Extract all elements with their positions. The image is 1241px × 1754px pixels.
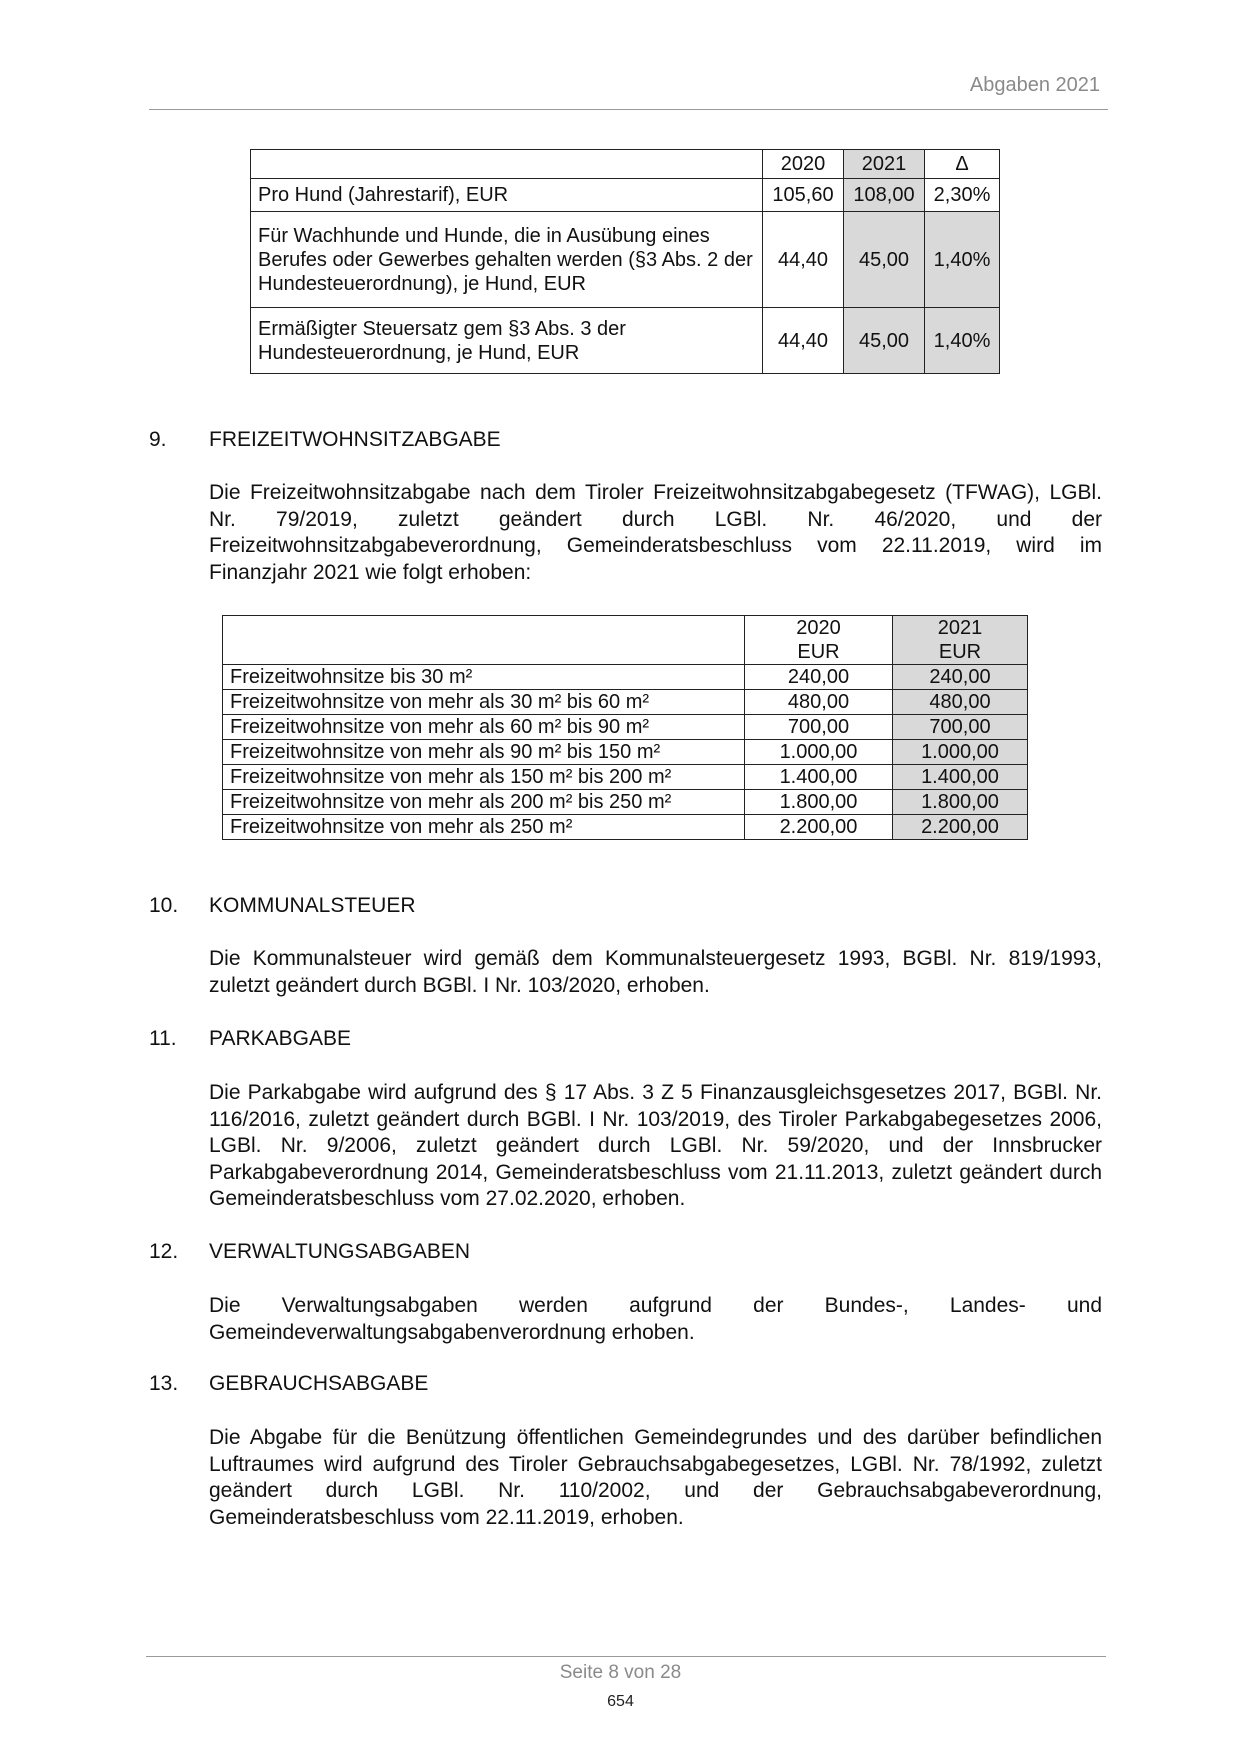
header-year: 2020 xyxy=(796,617,841,639)
value-delta: 1,40% xyxy=(925,212,1000,308)
value-2021: 700,00 xyxy=(893,715,1028,740)
header-year: 2021 xyxy=(937,617,983,639)
row-label: Freizeitwohnsitze von mehr als 200 m² bis 250 m² xyxy=(223,790,745,815)
value-2020: 105,60 xyxy=(763,179,844,212)
value-2021: 1.000,00 xyxy=(893,740,1028,765)
header-unit: EUR xyxy=(938,641,982,663)
page-indicator: Seite 8 von 28 xyxy=(559,1662,682,1683)
section-title: PARKABGABE xyxy=(209,1027,351,1050)
table-row xyxy=(223,715,1028,740)
header-unit: EUR xyxy=(797,641,840,663)
table-header-row xyxy=(251,150,1000,179)
table-row xyxy=(223,740,1028,765)
row-label: Freizeitwohnsitze bis 30 m² xyxy=(223,665,745,690)
value-2021: 1.400,00 xyxy=(893,765,1028,790)
value-2020: 480,00 xyxy=(745,690,893,715)
section-text: Die Parkabgabe wird aufgrund des § 17 Abs. 3 Z 5 Finanzausgleichsgesetzes 2017, BGBl. Nr. 116/2016, zuletzt geändert durch BGBl. I Nr. 103/2019, des Tiroler Parkabgabegesetzes 2006, LGBl. Nr. 9/2006, zuletzt geändert durch LGBl. Nr. 59/2020, und der Innsbrucker Parkabgabeverordnung 2014, Gemeinderatsbeschluss vom 21.11.2013, zuletzt geändert durch Gemeinderatsbeschluss vom 27.02.2020, erhoben. xyxy=(209,1081,1102,1210)
table-row xyxy=(223,815,1028,840)
table-row xyxy=(223,790,1028,815)
section-number: 9. xyxy=(149,428,167,451)
header-cell: 2021 xyxy=(844,150,925,179)
value-2021: 2.200,00 xyxy=(893,815,1028,840)
value-2021: 480,00 xyxy=(893,690,1028,715)
value-2020: 1.800,00 xyxy=(745,790,893,815)
header-cell xyxy=(223,616,745,665)
section-text: Die Abgabe für die Benützung öffentlichen Gemeindegrundes und des darüber befindlichen Luftraumes wird aufgrund des Tiroler Gebrauchsabgabegesetzes, LGBl. Nr. 78/1992, zuletzt geändert durch LGBl. Nr. 110/2002, und der Gebrauchsabgabeverordnung, Gemeinderatsbeschluss vom 22.11.2019, erhoben. xyxy=(209,1426,1102,1529)
value-2021: 108,00 xyxy=(844,179,925,212)
section-title: VERWALTUNGSABGABEN xyxy=(209,1240,471,1263)
row-label: Freizeitwohnsitze von mehr als 30 m² bis 60 m² xyxy=(223,690,745,715)
section-number: 13. xyxy=(149,1372,179,1395)
freizeitwohnsitz-table xyxy=(222,615,1028,840)
value-2020: 44,40 xyxy=(763,308,844,374)
value-2021: 240,00 xyxy=(893,665,1028,690)
section-number: 11. xyxy=(149,1027,177,1050)
header-divider xyxy=(149,109,1108,110)
page-number: 654 xyxy=(607,1693,634,1710)
value-2020: 1.400,00 xyxy=(745,765,893,790)
value-2020: 2.200,00 xyxy=(745,815,893,840)
value-2021: 45,00 xyxy=(844,308,925,374)
section-text: Die Kommunalsteuer wird gemäß dem Kommunalsteuergesetz 1993, BGBl. Nr. 819/1993, zuletzt geändert durch BGBl. I Nr. 103/2020, erhoben. xyxy=(209,947,1102,997)
section-number: 12. xyxy=(149,1240,179,1263)
row-label: Freizeitwohnsitze von mehr als 60 m² bis 90 m² xyxy=(223,715,745,740)
table-row xyxy=(251,308,1000,374)
row-label: Für Wachhunde und Hunde, die in Ausübung eines Berufes oder Gewerbes gehalten werden (§3 Abs. 2 der Hundesteuerordnung), je Hund, EUR xyxy=(251,212,763,308)
value-2021: 1.800,00 xyxy=(893,790,1028,815)
section-title: GEBRAUCHSABGABE xyxy=(209,1372,429,1395)
table-row xyxy=(251,212,1000,308)
header-cell xyxy=(251,150,763,179)
table-row xyxy=(223,690,1028,715)
header-cell xyxy=(893,616,1028,665)
running-header: Abgaben 2021 xyxy=(969,74,1100,96)
value-2020: 240,00 xyxy=(745,665,893,690)
row-label: Freizeitwohnsitze von mehr als 150 m² bis 200 m² xyxy=(223,765,745,790)
header-cell: 2020 xyxy=(763,150,844,179)
value-2021: 45,00 xyxy=(844,212,925,308)
row-label: Pro Hund (Jahrestarif), EUR xyxy=(251,179,763,212)
header-cell: Δ xyxy=(925,150,1000,179)
value-2020: 44,40 xyxy=(763,212,844,308)
table-row xyxy=(251,179,1000,212)
value-delta: 1,40% xyxy=(925,308,1000,374)
header-cell xyxy=(745,616,893,665)
footer-divider xyxy=(146,1656,1106,1657)
section-number: 10. xyxy=(149,894,179,917)
section-text: Die Freizeitwohnsitzabgabe nach dem Tiroler Freizeitwohnsitzabgabegesetz (TFWAG), LGBl. Nr. 79/2019, zuletzt geändert durch LGBl. Nr. 46/2020, und der Freizeitwohnsitzabgabeverordnung, Gemeinderatsbeschluss vom 22.11.2019, wird im Finanzjahr 2021 wie folgt erhoben: xyxy=(209,481,1102,584)
section-title: FREIZEITWOHNSITZABGABE xyxy=(209,428,501,451)
section-text: Die Verwaltungsabgaben werden aufgrund der Bundes-, Landes- und Gemeindeverwaltungsabgabenverordnung erhoben. xyxy=(209,1294,1102,1344)
value-delta: 2,30% xyxy=(925,179,1000,212)
dog-tax-table xyxy=(250,149,1000,374)
table-row xyxy=(223,765,1028,790)
value-2020: 700,00 xyxy=(745,715,893,740)
row-label: Freizeitwohnsitze von mehr als 250 m² xyxy=(223,815,745,840)
value-2020: 1.000,00 xyxy=(745,740,893,765)
row-label: Freizeitwohnsitze von mehr als 90 m² bis 150 m² xyxy=(223,740,745,765)
table-row xyxy=(223,665,1028,690)
table-header-row xyxy=(223,616,1028,665)
row-label: Ermäßigter Steuersatz gem §3 Abs. 3 der Hundesteuerordnung, je Hund, EUR xyxy=(251,308,763,374)
section-title: KOMMUNALSTEUER xyxy=(209,894,416,917)
